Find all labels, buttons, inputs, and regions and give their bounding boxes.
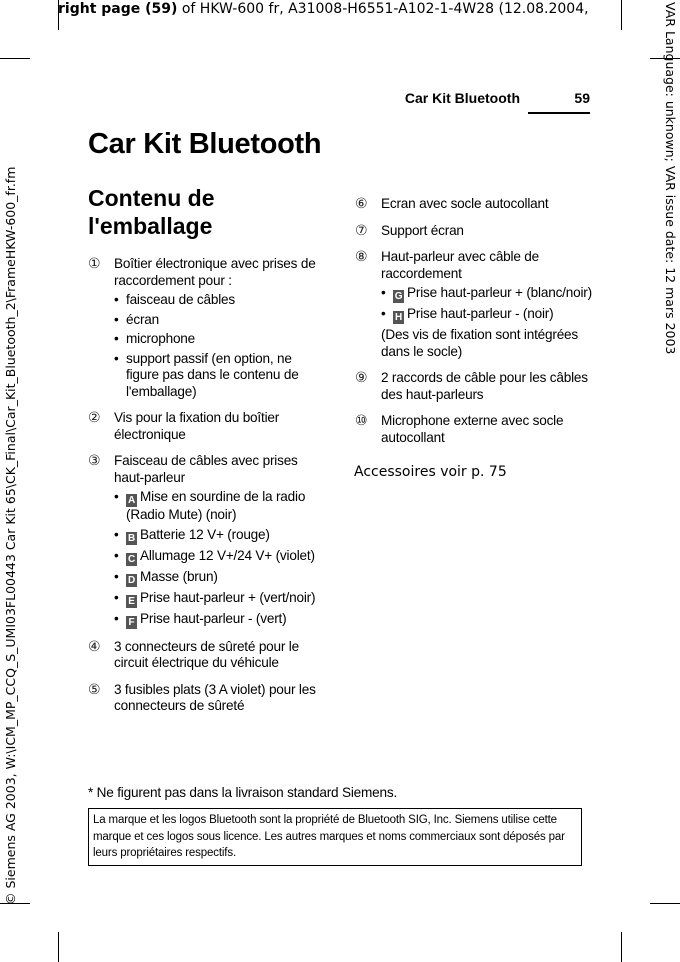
item-text: Support écran (381, 222, 464, 238)
bullet-dot: • (114, 526, 119, 542)
list-item (88, 256, 326, 400)
bullet-dot: • (381, 285, 386, 300)
connector-key-icon: H (394, 312, 403, 323)
bullet-item: • support passif (en option, ne figure pas dans le contenu de l'emballage) (114, 350, 299, 399)
item-text: Microphone externe avec socle autocollant (381, 413, 564, 445)
connector-key-icon: E (126, 595, 137, 608)
keyed-bullet: • D Masse (brun) (114, 568, 218, 586)
keyed-bullet: • G Prise haut-parleur + (blanc/noir) (381, 285, 592, 302)
item-number: ⑥ (355, 196, 368, 212)
connector-key-icon: G (394, 291, 403, 302)
list-item (355, 249, 595, 360)
item-number: ① (88, 256, 101, 272)
accessories-reference: Accessoires voir p. 75 (354, 464, 507, 480)
list-item (88, 410, 326, 443)
item-text: Faisceau de câbles avec prises haut-parleur (114, 453, 298, 485)
bullet-dot: • (114, 568, 119, 584)
item-text: Ecran avec socle autocollant (381, 196, 549, 211)
bullet-item: • écran (114, 311, 160, 327)
running-head-title: Car Kit Bluetooth (404, 90, 520, 106)
section-heading: Contenu de l'emballage (88, 185, 215, 239)
keyed-bullet: • F Prise haut-parleur - (vert) (114, 610, 287, 628)
list-item (355, 370, 595, 403)
crop-mark (621, 932, 622, 962)
bullet-dot: • (114, 489, 119, 504)
item-text: Haut-parleur avec câble de raccordement (381, 249, 540, 281)
left-column (88, 256, 326, 725)
item-text: 2 raccords de câble pour les câbles des haut-parleurs (381, 370, 588, 402)
bullet-list (114, 292, 326, 400)
list-item (88, 639, 326, 672)
bullet-dot: • (114, 311, 119, 327)
page-number-rule (528, 112, 590, 114)
list-item (355, 413, 595, 446)
bullet-item: • microphone (114, 331, 196, 346)
bullet-item: • faisceau de câbles (114, 292, 235, 307)
bullet-list (114, 489, 326, 629)
bullet-dot: • (114, 589, 119, 605)
trademark-notice: La marque et les logos Bluetooth sont la propriété de Bluetooth SIG, Inc. Siemens utilise cette marque et ces logos sous licence. Les autres marques et noms commerciaux sont déposés par leurs propriétaires respectifs. (88, 808, 582, 866)
item-number: ⑩ (355, 413, 368, 429)
side-language-text: VAR Language: unknown; VAR issue date: 12 mars 2003 (663, 2, 678, 355)
list-item (88, 682, 326, 715)
list-item (355, 223, 595, 240)
right-column (355, 196, 595, 481)
page-number: 59 (574, 90, 590, 106)
bullet-dot: • (114, 292, 119, 307)
footnote: * Ne figurent pas dans la livraison standard Siemens. (88, 785, 398, 800)
item-note: (Des vis de fixation sont intégrées dans le socle) (381, 327, 579, 359)
keyed-bullet: • A Mise en sourdine de la radio (Radio Mute) (noir) (114, 489, 306, 522)
item-number: ② (88, 410, 101, 426)
crop-mark (58, 932, 59, 962)
item-text: 3 connecteurs de sûreté pour le circuit électrique du véhicule (114, 638, 299, 670)
keyed-bullet: • E Prise haut-parleur + (vert/noir) (114, 589, 316, 607)
bullet-dot: • (114, 350, 119, 366)
item-text: Boîtier électronique avec prises de raccordement pour : (114, 256, 316, 288)
bullet-dot: • (381, 306, 386, 321)
item-number: ⑨ (355, 370, 368, 386)
item-text: Vis pour la fixation du boîtier électronique (114, 410, 280, 442)
crop-mark (650, 903, 680, 904)
keyed-bullet: • C Allumage 12 V+/24 V+ (violet) (114, 547, 315, 565)
connector-key-icon: B (127, 532, 136, 544)
connector-key-icon: C (127, 553, 136, 565)
list-item (355, 196, 595, 213)
item-text: 3 fusibles plats (3 A violet) pour les connecteurs de sûreté (114, 681, 316, 713)
item-number: ⑧ (355, 249, 368, 265)
item-number: ④ (88, 638, 101, 655)
item-number: ⑦ (355, 222, 368, 239)
bullet-dot: • (114, 610, 119, 626)
item-number: ③ (88, 453, 101, 469)
print-info-line: right page (59) of HKW-600 fr, A31008-H6551-A102-1-4W28 (12.08.2004, (58, 1, 589, 17)
connector-key-icon: F (126, 616, 137, 629)
keyed-bullet: • B Batterie 12 V+ (rouge) (114, 526, 270, 544)
crop-mark (0, 58, 30, 59)
item-number: ⑤ (88, 681, 101, 698)
bullet-list (381, 285, 595, 324)
side-path-text: © Siemens AG 2003, W:\ICM_MP_CCQ_S_UMI03FL00443 Car Kit 65\CK_Final\Car_Kit_Bluetooth_2\FrameHKW-600_fr.fm (3, 166, 18, 905)
bullet-dot: • (114, 547, 119, 563)
connector-key-icon: A (127, 495, 136, 506)
list-item (88, 453, 326, 629)
keyed-bullet: • H Prise haut-parleur - (noir) (381, 306, 554, 323)
running-head (300, 88, 590, 114)
page-title: Car Kit Bluetooth (88, 128, 322, 160)
bullet-dot: • (114, 331, 119, 346)
connector-key-icon: D (127, 574, 136, 586)
